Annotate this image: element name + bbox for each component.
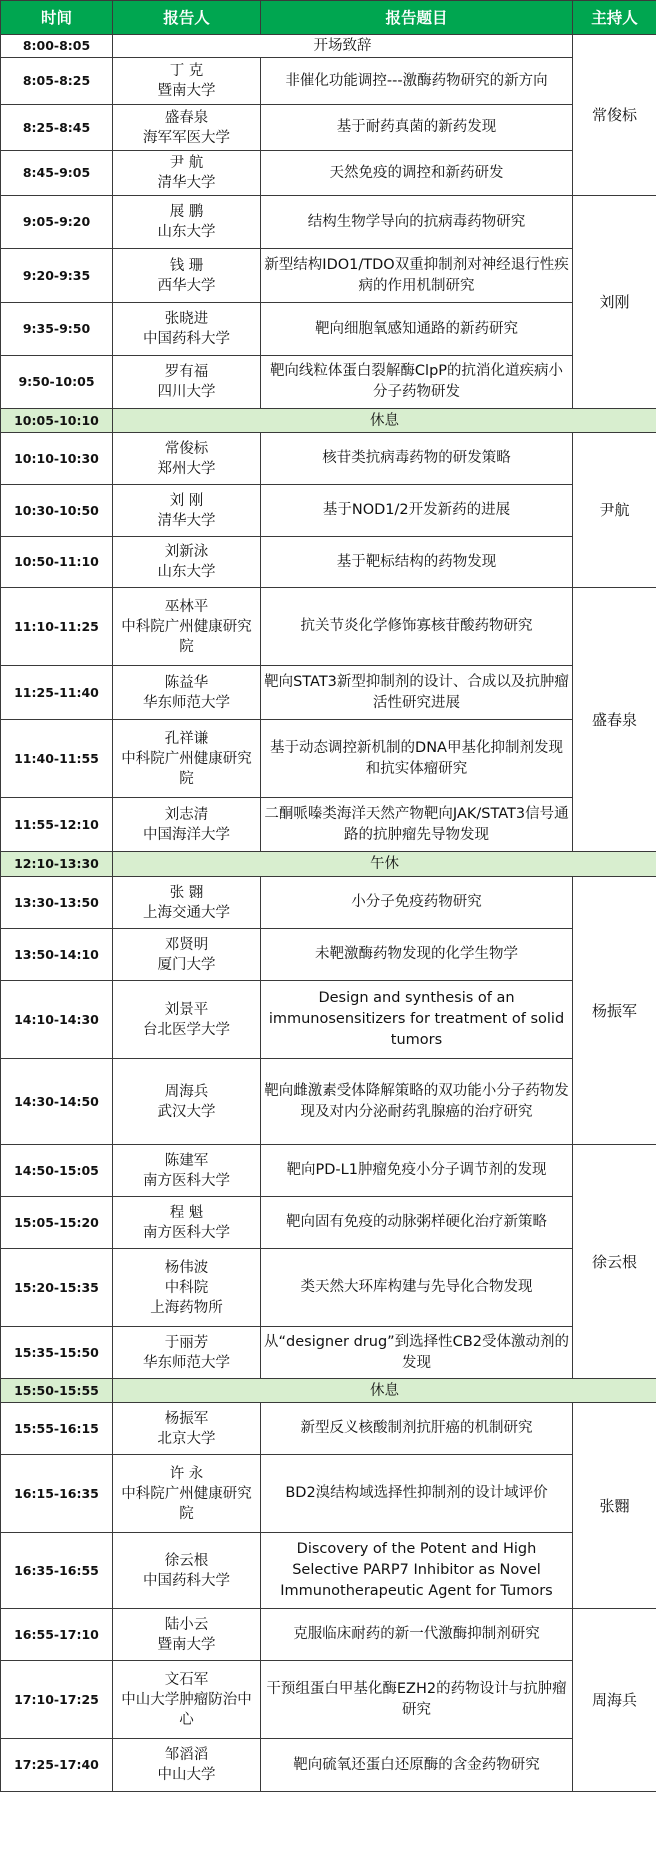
- time-cell: 9:50-10:05: [1, 356, 113, 409]
- table-row: [1, 1661, 656, 1739]
- table-row: [1, 798, 656, 852]
- host-cell: 盛春泉: [573, 588, 656, 852]
- speaker-cell: 刘志清 中国海洋大学: [113, 798, 261, 852]
- time-cell: 12:10-13:30: [1, 852, 113, 877]
- time-cell: 10:10-10:30: [1, 433, 113, 485]
- break-row: [1, 409, 656, 433]
- speaker-cell: 盛春泉 海军军医大学: [113, 105, 261, 151]
- speaker-cell: 程 魁 南方医科大学: [113, 1197, 261, 1249]
- topic-cell: 类天然大环库构建与先导化合物发现: [261, 1249, 573, 1327]
- time-cell: 8:00-8:05: [1, 35, 113, 58]
- topic-cell: 靶向硫氧还蛋白还原酶的含金药物研究: [261, 1739, 573, 1792]
- time-cell: 16:15-16:35: [1, 1455, 113, 1533]
- speaker-cell: 陆小云 暨南大学: [113, 1609, 261, 1661]
- time-cell: 13:30-13:50: [1, 877, 113, 929]
- topic-cell: 二酮哌嗪类海洋天然产物靶向JAK/STAT3信号通路的抗肿瘤先导物发现: [261, 798, 573, 852]
- table-row: [1, 196, 656, 249]
- break-row: [1, 852, 656, 877]
- break-label: 休息: [113, 1379, 656, 1403]
- header-topic: 报告题目: [261, 1, 573, 35]
- table-row: [1, 1533, 656, 1609]
- topic-cell: 基于动态调控新机制的DNA甲基化抑制剂发现和抗实体瘤研究: [261, 720, 573, 798]
- time-cell: 9:05-9:20: [1, 196, 113, 249]
- speaker-cell: 孔祥谦 中科院广州健康研究院: [113, 720, 261, 798]
- topic-cell: 基于靶标结构的药物发现: [261, 537, 573, 588]
- header-speaker: 报告人: [113, 1, 261, 35]
- time-cell: 10:50-11:10: [1, 537, 113, 588]
- host-cell: 徐云根: [573, 1145, 656, 1379]
- table-row: [1, 151, 656, 196]
- time-cell: 14:30-14:50: [1, 1059, 113, 1145]
- topic-cell: 靶向线粒体蛋白裂解酶ClpP的抗消化道疾病小分子药物研发: [261, 356, 573, 409]
- opening-cell: 开场致辞: [113, 35, 573, 58]
- time-cell: 17:10-17:25: [1, 1661, 113, 1739]
- speaker-cell: 邹滔滔 中山大学: [113, 1739, 261, 1792]
- break-row: [1, 1379, 656, 1403]
- topic-cell: Discovery of the Potent and High Selective PARP7 Inhibitor as Novel Immunotherapeutic Agent for Tumors: [261, 1533, 573, 1609]
- table-row: [1, 666, 656, 720]
- topic-cell: 未靶激酶药物发现的化学生物学: [261, 929, 573, 981]
- time-cell: 14:50-15:05: [1, 1145, 113, 1197]
- time-cell: 9:20-9:35: [1, 249, 113, 303]
- time-cell: 10:30-10:50: [1, 485, 113, 537]
- table-row: [1, 1455, 656, 1533]
- table-row: [1, 537, 656, 588]
- table-row: [1, 929, 656, 981]
- table-row: [1, 485, 656, 537]
- topic-cell: 核苷类抗病毒药物的研发策略: [261, 433, 573, 485]
- speaker-cell: 尹 航 清华大学: [113, 151, 261, 196]
- table-row: [1, 1403, 656, 1455]
- time-cell: 11:25-11:40: [1, 666, 113, 720]
- topic-cell: 靶向PD-L1肿瘤免疫小分子调节剂的发现: [261, 1145, 573, 1197]
- time-cell: 8:25-8:45: [1, 105, 113, 151]
- time-cell: 15:55-16:15: [1, 1403, 113, 1455]
- time-cell: 10:05-10:10: [1, 409, 113, 433]
- table-row: [1, 720, 656, 798]
- topic-cell: 抗关节炎化学修饰寡核苷酸药物研究: [261, 588, 573, 666]
- time-cell: 13:50-14:10: [1, 929, 113, 981]
- time-cell: 15:35-15:50: [1, 1327, 113, 1379]
- topic-cell: 靶向雌激素受体降解策略的双功能小分子药物发现及对内分泌耐药乳腺癌的治疗研究: [261, 1059, 573, 1145]
- topic-cell: 靶向STAT3新型抑制剂的设计、合成以及抗肿瘤活性研究进展: [261, 666, 573, 720]
- topic-cell: 靶向固有免疫的动脉粥样硬化治疗新策略: [261, 1197, 573, 1249]
- host-cell: 刘刚: [573, 196, 656, 409]
- time-cell: 15:05-15:20: [1, 1197, 113, 1249]
- speaker-cell: 徐云根 中国药科大学: [113, 1533, 261, 1609]
- speaker-cell: 钱 珊 西华大学: [113, 249, 261, 303]
- time-cell: 8:05-8:25: [1, 58, 113, 105]
- time-cell: 11:10-11:25: [1, 588, 113, 666]
- table-row: [1, 249, 656, 303]
- topic-cell: 基于耐药真菌的新药发现: [261, 105, 573, 151]
- time-cell: 11:40-11:55: [1, 720, 113, 798]
- table-row: [1, 1249, 656, 1327]
- speaker-cell: 罗有福 四川大学: [113, 356, 261, 409]
- table-row: [1, 1059, 656, 1145]
- table-row: [1, 303, 656, 356]
- speaker-cell: 杨振军 北京大学: [113, 1403, 261, 1455]
- speaker-cell: 丁 克 暨南大学: [113, 58, 261, 105]
- speaker-cell: 陈益华 华东师范大学: [113, 666, 261, 720]
- table-row: [1, 1327, 656, 1379]
- table-row: [1, 356, 656, 409]
- table-row: [1, 1739, 656, 1792]
- header-host: 主持人: [573, 1, 656, 35]
- topic-cell: 干预组蛋白甲基化酶EZH2的药物设计与抗肿瘤研究: [261, 1661, 573, 1739]
- speaker-cell: 常俊标 郑州大学: [113, 433, 261, 485]
- speaker-cell: 陈建军 南方医科大学: [113, 1145, 261, 1197]
- speaker-cell: 张晓进 中国药科大学: [113, 303, 261, 356]
- time-cell: 8:45-9:05: [1, 151, 113, 196]
- speaker-cell: 邓贤明 厦门大学: [113, 929, 261, 981]
- topic-cell: 基于NOD1/2开发新药的进展: [261, 485, 573, 537]
- topic-cell: 从“designer drug”到选择性CB2受体激动剂的发现: [261, 1327, 573, 1379]
- break-label: 午休: [113, 852, 656, 877]
- time-cell: 16:55-17:10: [1, 1609, 113, 1661]
- header-row: [1, 1, 656, 35]
- speaker-cell: 展 鹏 山东大学: [113, 196, 261, 249]
- table-row: [1, 588, 656, 666]
- topic-cell: 小分子免疫药物研究: [261, 877, 573, 929]
- time-cell: 14:10-14:30: [1, 981, 113, 1059]
- speaker-cell: 张 翾 上海交通大学: [113, 877, 261, 929]
- speaker-cell: 文石军 中山大学肿瘤防治中心: [113, 1661, 261, 1739]
- table-row: [1, 981, 656, 1059]
- host-cell: 杨振军: [573, 877, 656, 1145]
- speaker-cell: 于丽芳 华东师范大学: [113, 1327, 261, 1379]
- table-row: [1, 1197, 656, 1249]
- topic-cell: 非催化功能调控---激酶药物研究的新方向: [261, 58, 573, 105]
- host-cell: 周海兵: [573, 1609, 656, 1792]
- speaker-cell: 巫林平 中科院广州健康研究院: [113, 588, 261, 666]
- topic-cell: 靶向细胞氧感知通路的新药研究: [261, 303, 573, 356]
- table-row: [1, 105, 656, 151]
- topic-cell: 天然免疫的调控和新药研发: [261, 151, 573, 196]
- header-time: 时间: [1, 1, 113, 35]
- speaker-cell: 刘 刚 清华大学: [113, 485, 261, 537]
- break-label: 休息: [113, 409, 656, 433]
- host-cell: 张翾: [573, 1403, 656, 1609]
- topic-cell: 新型结构IDO1/TDO双重抑制剂对神经退行性疾病的作用机制研究: [261, 249, 573, 303]
- time-cell: 9:35-9:50: [1, 303, 113, 356]
- topic-cell: BD2溴结构域选择性抑制剂的设计域评价: [261, 1455, 573, 1533]
- time-cell: 11:55-12:10: [1, 798, 113, 852]
- table-row: [1, 1609, 656, 1661]
- topic-cell: Design and synthesis of an immunosensitizers for treatment of solid tumors: [261, 981, 573, 1059]
- table-row: [1, 1145, 656, 1197]
- table-row: [1, 58, 656, 105]
- topic-cell: 结构生物学导向的抗病毒药物研究: [261, 196, 573, 249]
- time-cell: 16:35-16:55: [1, 1533, 113, 1609]
- speaker-cell: 杨伟波 中科院 上海药物所: [113, 1249, 261, 1327]
- time-cell: 15:20-15:35: [1, 1249, 113, 1327]
- table-row: [1, 35, 656, 58]
- speaker-cell: 刘新泳 山东大学: [113, 537, 261, 588]
- host-cell: 常俊标: [573, 35, 656, 196]
- time-cell: 17:25-17:40: [1, 1739, 113, 1792]
- table-row: [1, 433, 656, 485]
- table-row: [1, 877, 656, 929]
- topic-cell: 克服临床耐药的新一代激酶抑制剂研究: [261, 1609, 573, 1661]
- topic-cell: 新型反义核酸制剂抗肝癌的机制研究: [261, 1403, 573, 1455]
- speaker-cell: 刘景平 台北医学大学: [113, 981, 261, 1059]
- host-cell: 尹航: [573, 433, 656, 588]
- speaker-cell: 周海兵 武汉大学: [113, 1059, 261, 1145]
- speaker-cell: 许 永 中科院广州健康研究院: [113, 1455, 261, 1533]
- time-cell: 15:50-15:55: [1, 1379, 113, 1403]
